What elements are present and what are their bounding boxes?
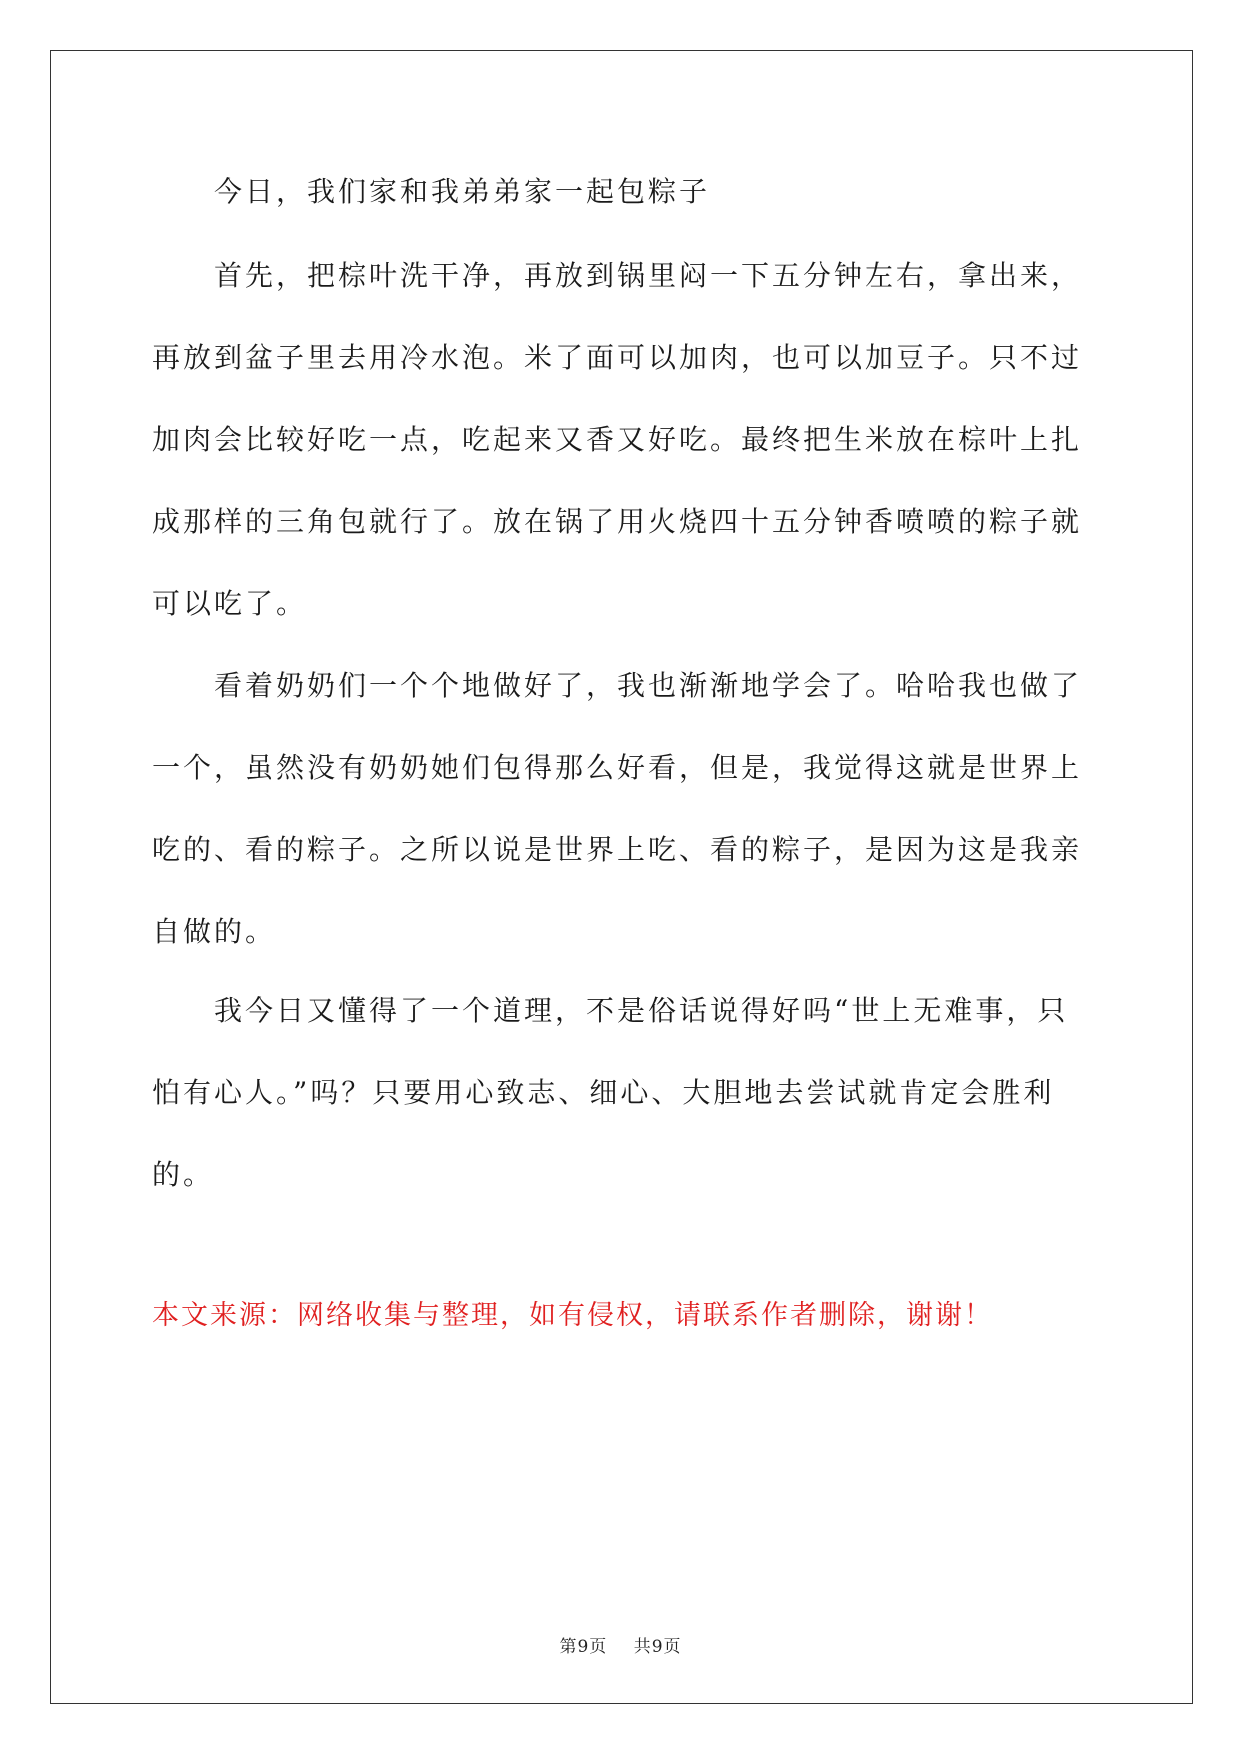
- paragraph-line: 一个，虽然没有奶奶她们包得那么好看，但是，我觉得这就是世界上: [152, 751, 1083, 784]
- paragraph-line: 的。: [152, 1158, 215, 1191]
- paragraph-2: [152, 645, 1092, 973]
- paragraph-line: 看着奶奶们一个个地做好了，我也渐渐地学会了。哈哈我也做了: [214, 669, 1083, 702]
- title-text: 今日，我们家和我弟弟家一起包粽子: [214, 175, 711, 208]
- paragraph-line: 首先，把棕叶洗干净，再放到锅里闷一下五分钟左右，拿出来，: [214, 259, 1083, 292]
- paragraph-line: 成那样的三角包就行了。放在锅了用火烧四十五分钟香喷喷的粽子就: [152, 505, 1083, 538]
- title-line: [152, 172, 1092, 212]
- page-footer: [0, 1632, 1241, 1657]
- page-number-total: 共9页: [633, 1637, 682, 1657]
- paragraph-line: 可以吃了。: [152, 587, 308, 620]
- paragraph-line: 再放到盆子里去用冷水泡。米了面可以加肉，也可以加豆子。只不过: [152, 341, 1083, 374]
- paragraph-3: [152, 970, 1092, 1216]
- paragraph-line: 吃的、看的粽子。之所以说是世界上吃、看的粽子，是因为这是我亲: [152, 833, 1083, 866]
- page-number-current: 第9页: [559, 1637, 608, 1657]
- paragraph-line: 自做的。: [152, 915, 277, 948]
- paragraph-1: [152, 235, 1092, 645]
- paragraph-line: 加肉会比较好吃一点，吃起来又香又好吃。最终把生米放在棕叶上扎: [152, 423, 1083, 456]
- paragraph-line: 我今日又懂得了一个道理，不是俗话说得好吗“世上无难事，只: [214, 994, 1069, 1027]
- source-note: 本文来源：网络收集与整理，如有侵权，请联系作者删除，谢谢！: [152, 1300, 993, 1331]
- paragraph-line: 怕有心人。”吗？只要用心致志、细心、大胆地去尝试就肯定会胜利: [152, 1076, 1055, 1109]
